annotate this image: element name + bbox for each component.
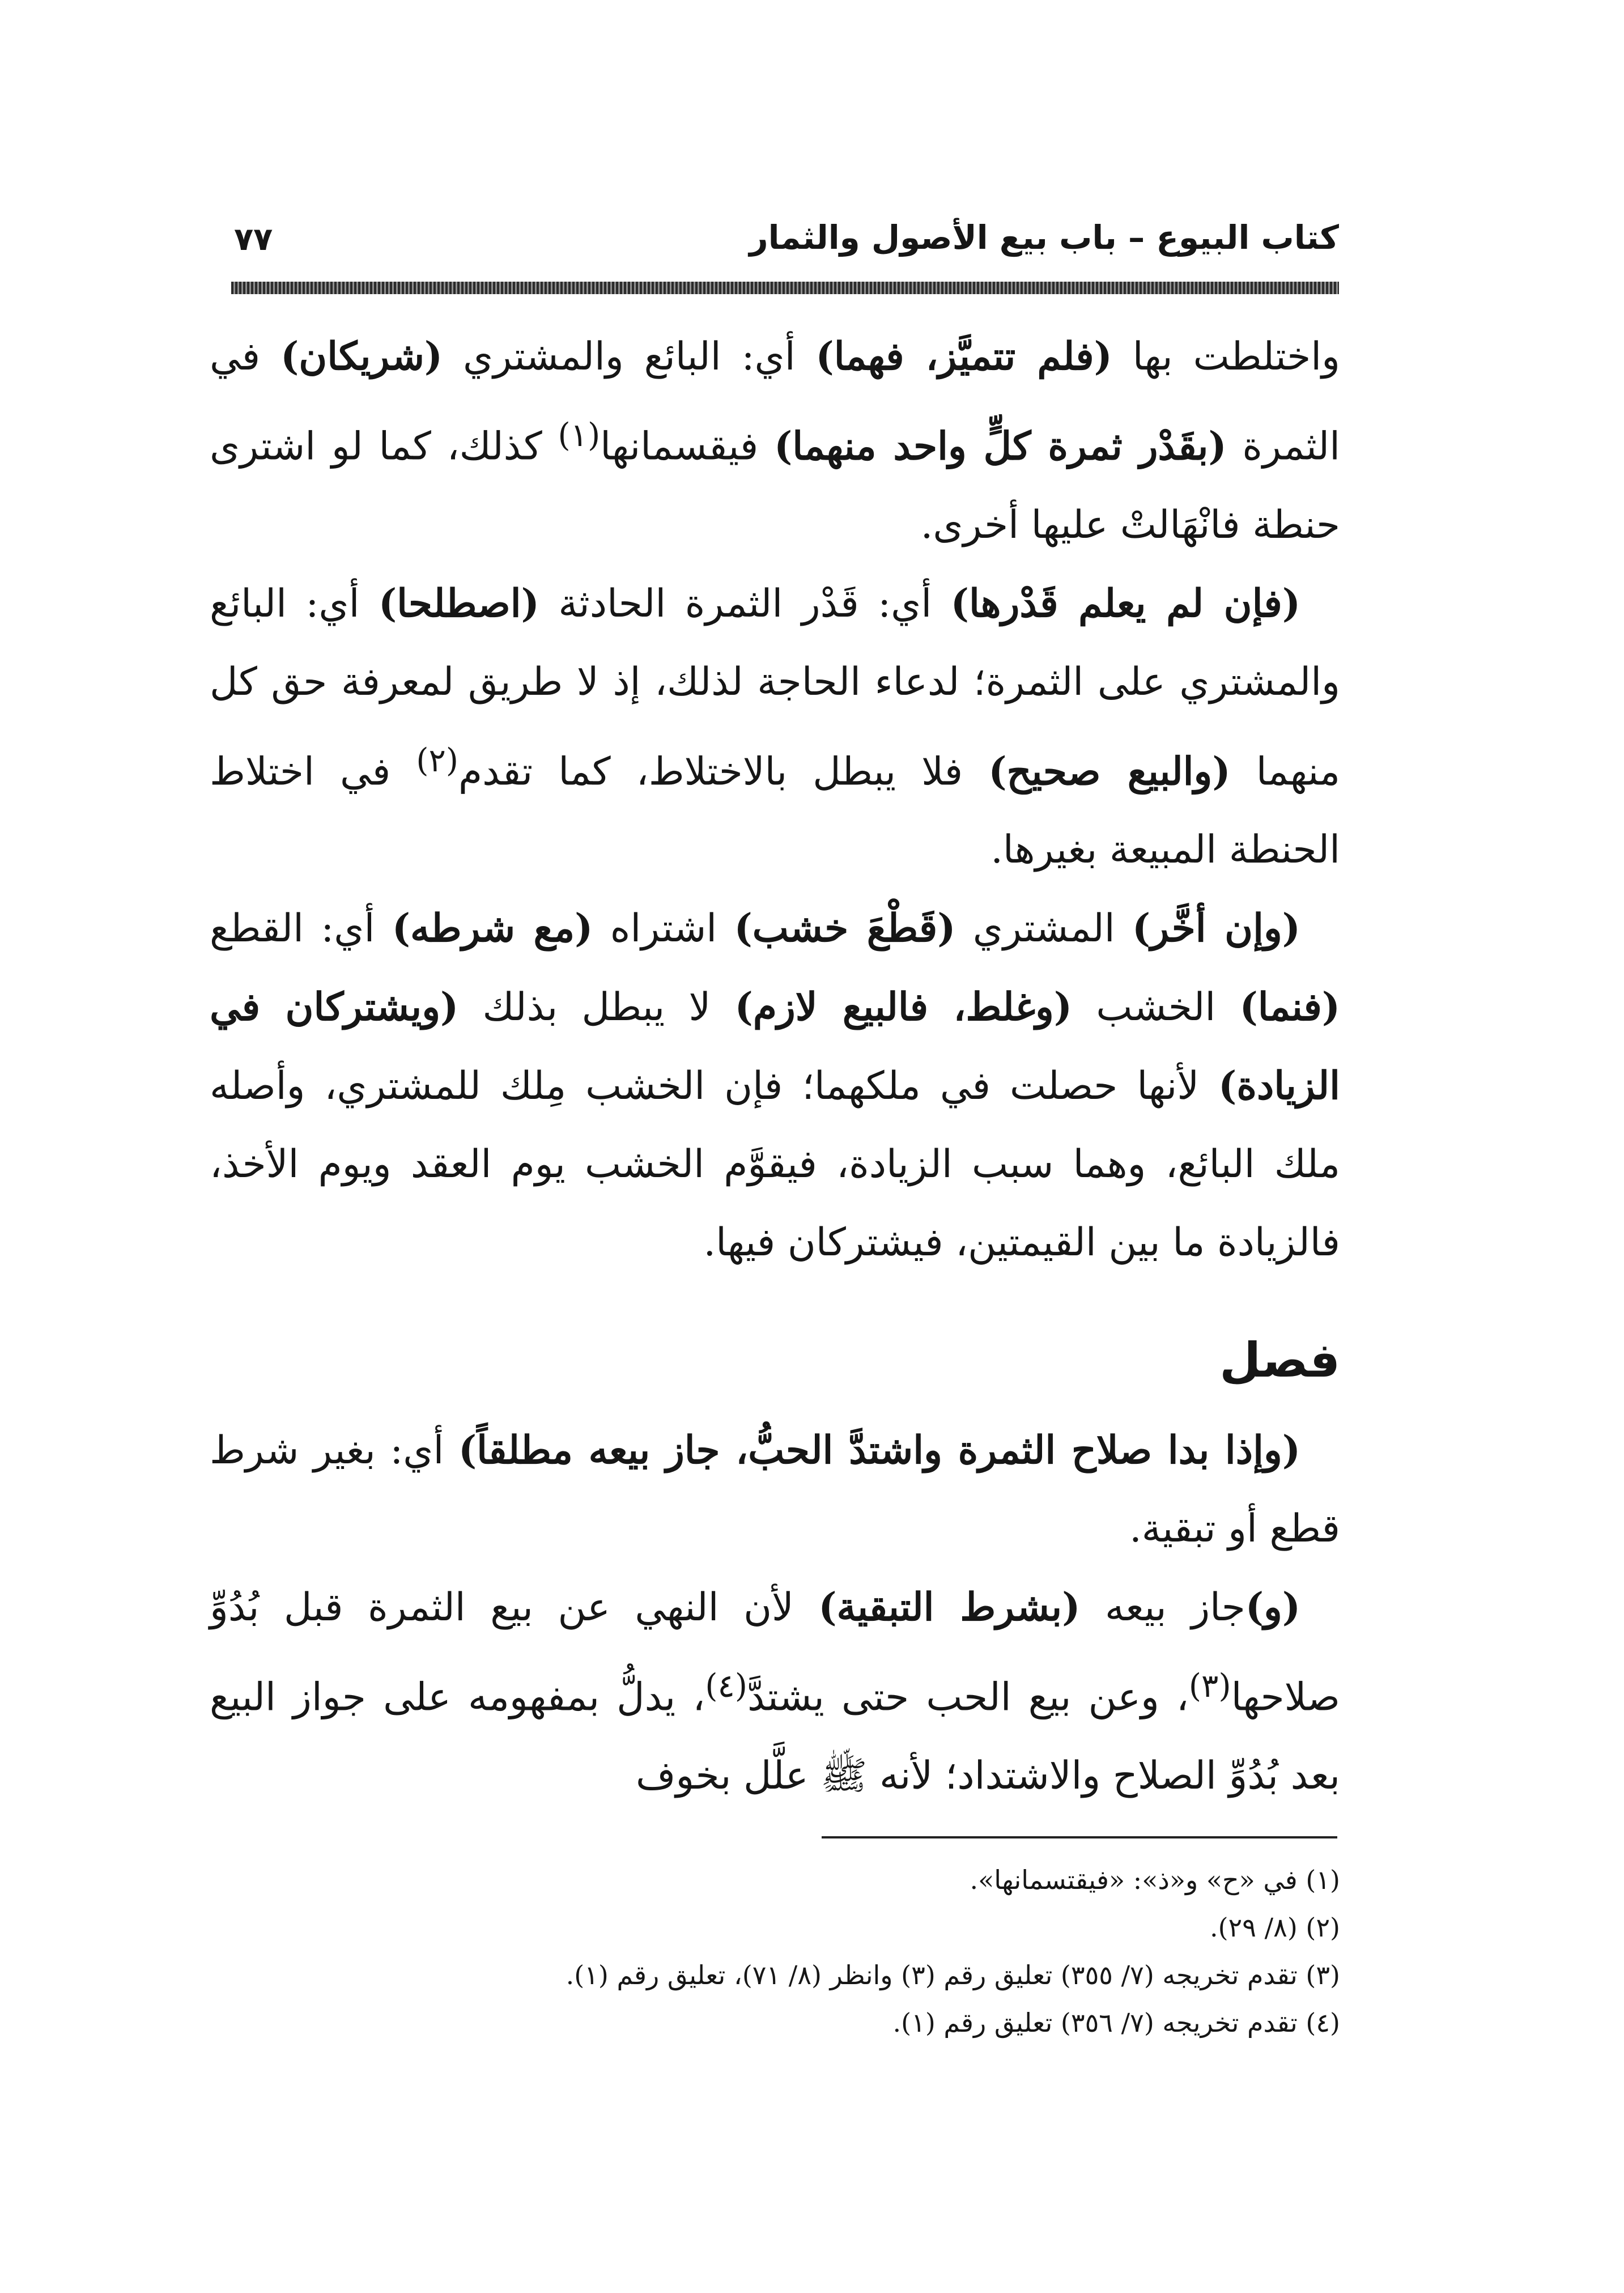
text-run: الخشب (1072, 985, 1240, 1030)
footnote-ref-1: (١) (558, 417, 601, 454)
text-run: المشتري (955, 906, 1133, 952)
text-run: لأنها حصلت في ملكهما؛ فإن الخشب مِلك للمشتري، وأصله ملك البائع، وهما سبب الزيادة، فيقوَّم الخشب يوم العقد ويوم الأخذ، فالزيادة ما بين القيمتين، فيشتركان فيها. (210, 1064, 1340, 1266)
matn-text: (وغلط، فالبيع لازم) (734, 984, 1073, 1030)
page-number: ٧٧ (234, 221, 273, 258)
text-run: أي: بغير شرط قطع أو تبقية. (210, 1428, 1340, 1552)
text-run: لا يبطل بذلك (458, 985, 735, 1030)
text-run: أي: البائع والمشتري (443, 334, 816, 379)
text-run: في اختلاط الحنطة المبيعة بغيرها. (210, 749, 1340, 873)
text-run: فيقسمانها (600, 424, 775, 469)
text-run: أي: القطع (210, 906, 392, 952)
page-header (231, 218, 1339, 269)
footnote-4: (٤) تقدم تخريجه (٧/ ٣٥٦) تعليق رقم (١). (892, 2007, 1340, 2038)
main-text (210, 317, 1340, 1815)
matn-text: (والبيع صحيح) (988, 749, 1231, 795)
matn-text: (بقَدْر ثمرة كلٍّ واحد منهما) (774, 423, 1227, 469)
text-run: كذلك، كما لو اشترى حنطة فانْهَالتْ عليها أخرى. (210, 424, 1340, 547)
matn-text: (وإن أخَّر) (1132, 906, 1300, 952)
text-run: ، يدلُّ بمفهومه على جواز البيع بعد بُدُوِّ الصلاح والاشتداد؛ لأنه ﷺ علَّل بخوف (210, 1675, 1340, 1798)
text-run: في الثمرة (210, 334, 1340, 469)
paragraph-4 (210, 1411, 1340, 1568)
matn-text: (فلم تتميَّز، فهما) (815, 334, 1112, 379)
paragraph-5 (210, 1568, 1340, 1815)
footnote-2: (٢) (٨/ ٢٩). (1209, 1912, 1340, 1943)
matn-text: (اصطلحا) (378, 580, 539, 626)
text-run: لأن النهي عن بيع الثمرة قبل بُدُوِّ صلاحها (210, 1585, 1340, 1720)
paragraph-3 (210, 889, 1340, 1282)
footnote-ref-4: (٤) (705, 1667, 747, 1705)
text-run: ، وعن بيع الحب حتى يشتدَّ (747, 1675, 1189, 1720)
section-heading: فصل (1219, 1332, 1340, 1388)
text-run: جاز بيعه (1080, 1585, 1245, 1630)
matn-text: (فإن لم يعلم قَدْرها) (950, 580, 1300, 626)
footnote-3: (٣) تقدم تخريجه (٧/ ٣٥٥) تعليق رقم (٣) وانظر (٨/ ٧١)، تعليق رقم (١). (566, 1960, 1340, 1990)
paragraph-2 (210, 564, 1340, 890)
paragraph-1 (210, 317, 1340, 564)
matn-text: (وإذا بدا صلاح الثمرة واشتدَّ الحبُّ، جاز بيعه مطلقاً) (458, 1428, 1300, 1474)
footnote-ref-2: (٢) (416, 741, 458, 779)
footnote-1: (١) في «ح» و«ذ»: «فيقتسمانها». (970, 1865, 1340, 1895)
text-run: أي: البائع والمشتري على الثمرة؛ لدعاء الحاجة لذلك، إذ لا طريق لمعرفة حق كل منهما (210, 581, 1341, 795)
matn-text: (قَطْعَ خشب) (734, 906, 956, 952)
text-run: فلا يبطل بالاختلاط، كما تقدم (458, 749, 989, 795)
text-run: اشتراه (593, 906, 734, 952)
matn-text: (مع شرطه) (392, 906, 593, 952)
matn-text: (و) (1245, 1585, 1300, 1630)
running-title: كتاب البيوع – باب بيع الأصول والثمار (749, 218, 1339, 257)
header-divider (231, 282, 1339, 294)
matn-text: (شريكان) (280, 334, 443, 379)
matn-text: (فنما) (1239, 984, 1340, 1030)
text-run: واختلطت بها (1112, 334, 1340, 379)
matn-text: (ويشتركان في الزيادة) (210, 984, 1340, 1109)
matn-text: (بشرط التبقية) (818, 1585, 1081, 1630)
footnote-ref-3: (٣) (1188, 1667, 1231, 1705)
footnotes (238, 1856, 1340, 2046)
footnote-divider (822, 1836, 1337, 1838)
text-run: أي: قَدْر الثمرة الحادثة (539, 581, 951, 626)
